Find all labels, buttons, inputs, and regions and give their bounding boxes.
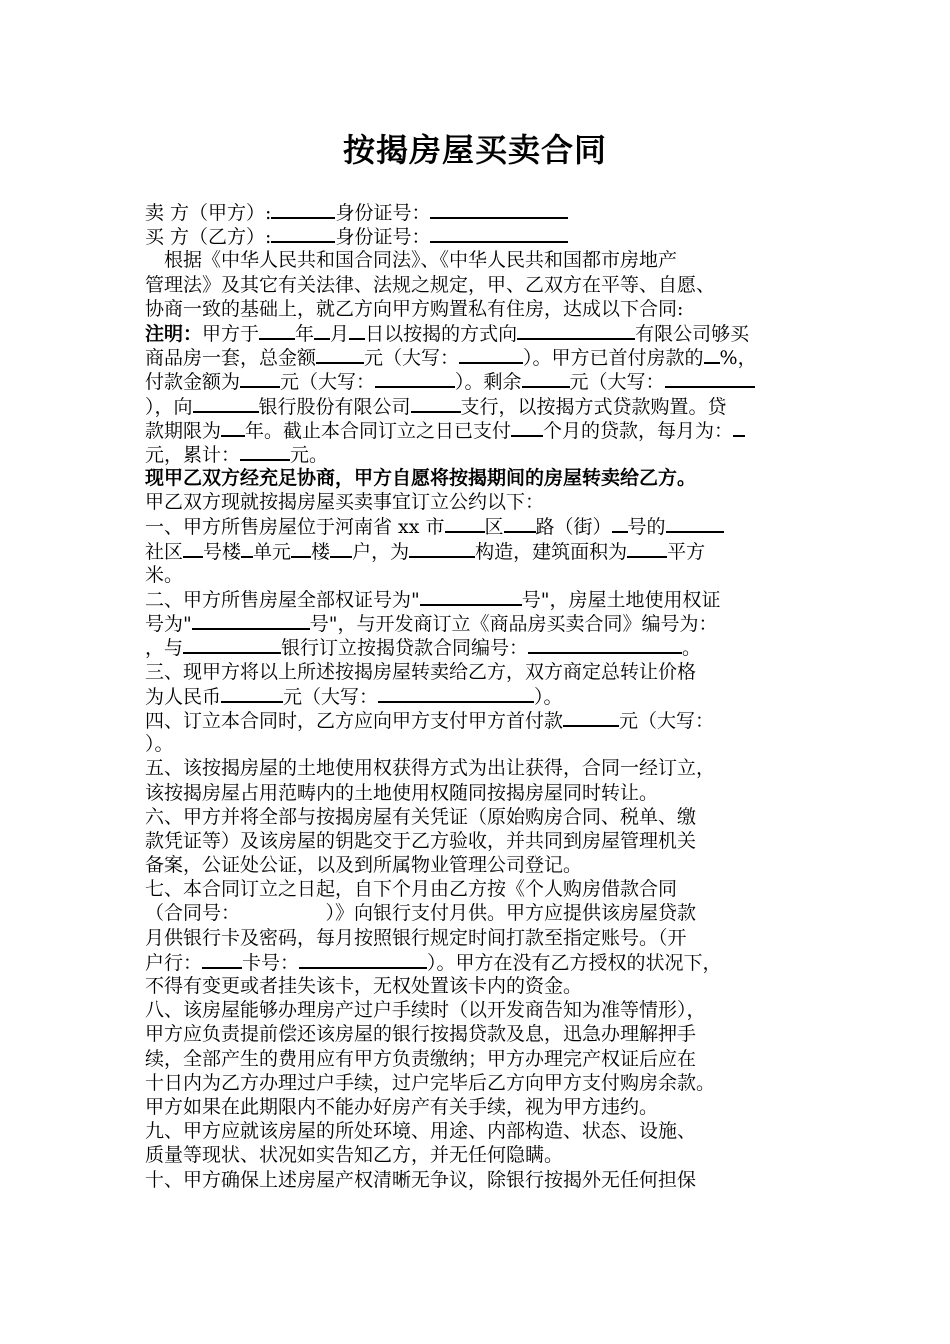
line-text: 为人民币: [145, 685, 222, 708]
blank-field: [259, 321, 295, 340]
line-text: 平方: [667, 540, 706, 563]
line-text: ）。甲方已首付房款的: [523, 347, 704, 370]
blank-field: [183, 635, 281, 654]
line-text: 十、甲方确保上述房屋产权清晰无争议，除银行按揭外无任何担保: [145, 1168, 697, 1191]
contract-line: [145, 273, 810, 297]
contract-line: [145, 587, 810, 611]
line-text: 四、订立本合同时，乙方应向甲方支付甲方首付款: [145, 709, 564, 732]
line-text: 一、甲方所售房屋位于河南省 xx 市: [145, 516, 445, 539]
blank-field: [192, 611, 310, 630]
blank-field: [430, 200, 568, 219]
blank-field: [193, 394, 259, 413]
contract-line: [145, 660, 810, 684]
line-text: 十日内为乙方办理过户手续，过户完毕后乙方向甲方支付购房余款。: [145, 1071, 716, 1094]
contract-line: [145, 1071, 810, 1095]
line-text: 楼: [311, 540, 331, 563]
line-text: 日以按揭的方式向: [365, 322, 518, 345]
blank-field: [221, 684, 283, 703]
line-text: ）。甲方在没有乙方授权的状况下，: [427, 951, 722, 974]
contract-line: [145, 950, 810, 974]
blank-field: [375, 369, 455, 388]
contract-line: [145, 224, 810, 248]
contract-line: [145, 563, 810, 587]
contract-line: [145, 1143, 810, 1167]
blank-field: [271, 200, 335, 219]
blank-field: [528, 635, 682, 654]
blank-field: [411, 394, 461, 413]
blank-field: [517, 321, 635, 340]
blank-field: [563, 708, 619, 727]
bold-text: 现甲乙双方经充足协商，甲方自愿将按揭期间的房屋转卖给乙方。: [145, 467, 697, 490]
line-text: ）。: [534, 685, 563, 708]
blank-field: [378, 684, 534, 703]
blank-field: [511, 418, 543, 437]
contract-line: [145, 708, 810, 732]
line-text: 二、甲方所售房屋全部权证号为": [145, 589, 420, 611]
contract-line: [145, 926, 810, 950]
blank-field: [299, 950, 427, 969]
contract-body: [145, 200, 810, 1192]
line-text: 管理法》及其它有关法律、法规之规定，甲、乙双方在平等、自愿、: [145, 273, 716, 296]
line-text: %，: [719, 347, 757, 370]
contract-line: [145, 297, 810, 321]
blank-field: [733, 418, 745, 437]
line-text: ）。剩余: [455, 371, 522, 394]
contract-line: [145, 539, 810, 563]
contract-line: [145, 853, 810, 877]
contract-line: [145, 345, 810, 369]
line-text: 单元: [253, 540, 292, 563]
line-text: 不得有变更或者挂失该卡，无权处置该卡内的资金。: [145, 975, 583, 997]
contract-line: [145, 732, 810, 756]
line-text: 甲乙双方现就按揭房屋买卖事宜订立公约以下：: [145, 491, 545, 514]
blank-field: [445, 514, 485, 533]
blank-field: [459, 345, 523, 364]
blank-field: [349, 321, 365, 340]
blank-field: [704, 345, 720, 364]
line-text: 款期限为: [145, 419, 222, 442]
line-text: 身份证号：: [335, 202, 431, 224]
contract-line: [145, 756, 810, 780]
line-text: 款凭证等）及该房屋的钥匙交于乙方验收，并共同到房屋管理机关: [145, 829, 697, 852]
line-text: 银行订立按揭贷款合同编号：: [281, 637, 529, 660]
contract-line: [145, 418, 810, 442]
line-text: 五、该按揭房屋的土地使用权获得方式为出让获得，合同一经订立，: [145, 757, 716, 780]
line-text: 社区: [145, 540, 184, 563]
contract-line: [145, 466, 810, 490]
line-text: 号"，房屋土地使用权证: [521, 589, 721, 611]
blank-field: [240, 442, 290, 461]
line-text: 路（街）: [535, 516, 612, 539]
blank-field: [240, 369, 280, 388]
blank-field: [430, 224, 568, 243]
blank-field: [420, 587, 522, 606]
contract-line: [145, 901, 810, 925]
line-text: 质量等现状、状况如实告知乙方，并无任何隐瞒。: [145, 1144, 564, 1167]
line-text: 元（大写：: [364, 347, 460, 370]
line-text: 户行：: [145, 951, 203, 974]
line-text: 备案，公证处公证，以及到所属物业管理公司登记。: [145, 854, 583, 877]
blank-field: [316, 345, 364, 364]
blank-field: [522, 369, 570, 388]
line-text: 元，累计：: [145, 443, 241, 466]
line-text: （合同号： ）》向银行支付月供。甲方应提供该房屋贷款: [145, 902, 697, 925]
line-text: 卖 方（甲方）:: [145, 202, 272, 224]
line-text: 元（大写：: [619, 709, 715, 732]
contract-line: [145, 829, 810, 853]
contract-line: [145, 248, 810, 272]
contract-line: [145, 321, 810, 345]
contract-line: [145, 1095, 810, 1119]
line-text: 年。截止本合同订立之日已支付: [245, 419, 512, 442]
contract-line: [145, 442, 810, 466]
line-text: 七、本合同订立之日起，自下个月由乙方按《个人购房借款合同: [145, 878, 678, 901]
blank-field: [271, 224, 335, 243]
contract-line: [145, 635, 810, 659]
contract-line: [145, 877, 810, 901]
line-text: 三、现甲方将以上所述按揭房屋转卖给乙方，双方商定总转让价格: [145, 660, 697, 683]
contract-line: [145, 1119, 810, 1143]
line-text: 区: [484, 516, 504, 539]
line-text: 商品房一套，总金额: [145, 347, 317, 370]
line-text: 续，全部产生的费用应有甲方负责缴纳；甲方办理完产权证后应在: [145, 1047, 697, 1070]
line-text: 身份证号：: [335, 226, 431, 249]
contract-line: [145, 998, 810, 1022]
line-text: 元（大写：: [283, 685, 379, 708]
blank-field: [665, 369, 755, 388]
contract-line: [145, 805, 810, 829]
blank-field: [202, 950, 242, 969]
bold-text: 注明：: [145, 322, 203, 345]
line-text: 根据《中华人民共和国合同法》、《中华人民共和国都市房地产: [145, 249, 678, 272]
blank-field: [627, 539, 667, 558]
line-text: 九、甲方应就该房屋的所处环境、用途、内部构造、状态、设施、: [145, 1120, 697, 1143]
line-text: 构造，建筑面积为: [475, 540, 628, 563]
contract-line: [145, 394, 810, 418]
line-text: 月供银行卡及密码，每月按照银行规定时间打款至指定账号。（开: [145, 926, 687, 949]
contract-line: [145, 514, 810, 538]
line-text: 元（大写：: [280, 371, 376, 394]
line-text: 甲方于: [202, 322, 260, 345]
line-text: 号楼: [203, 540, 242, 563]
contract-line: [145, 611, 810, 635]
line-text: 银行股份有限公司: [258, 395, 411, 418]
blank-field: [409, 539, 475, 558]
line-text: 六、甲方并将全部与按揭房屋有关凭证（原始购房合同、税单、缴: [145, 805, 697, 828]
line-text: 。: [682, 637, 702, 660]
line-text: 该按揭房屋占用范畴内的土地使用权随同按揭房屋同时转让。: [145, 781, 659, 804]
contract-line: [145, 1168, 810, 1192]
contract-line: [145, 684, 810, 708]
line-text: 米。: [145, 563, 184, 586]
line-text: 月: [330, 322, 350, 345]
contract-line: [145, 1047, 810, 1071]
contract-line: [145, 1022, 810, 1046]
line-text: 元。: [290, 443, 329, 466]
line-text: 八、该房屋能够办理房产过户手续时（以开发商告知为准等情形），: [145, 999, 706, 1022]
line-text: 协商一致的基础上，就乙方向甲方购置私有住房，达成以下合同:: [145, 297, 684, 320]
line-text: ，与: [145, 637, 184, 660]
line-text: 个月的贷款，每月为：: [543, 419, 734, 442]
contract-line: [145, 490, 810, 514]
line-text: 付款金额为: [145, 371, 241, 394]
blank-field: [330, 539, 352, 558]
blank-field: [666, 514, 724, 533]
line-text: 甲方应负责提前偿还该房屋的银行按揭贷款及息，迅急办理解押手: [145, 1023, 697, 1046]
contract-line: [145, 974, 810, 998]
line-text: 支行，以按揭方式贷款购置。贷: [460, 395, 727, 418]
contract-line: [145, 369, 810, 393]
document-title: 按揭房屋买卖合同: [342, 131, 607, 169]
line-text: ），向: [145, 395, 193, 418]
line-text: 有限公司够买: [635, 322, 750, 345]
line-text: ）。: [145, 733, 174, 756]
line-text: 户，为: [352, 540, 410, 563]
line-text: 年: [295, 322, 315, 345]
line-text: 卡号：: [242, 951, 300, 974]
blank-field: [221, 418, 245, 437]
line-text: 号为": [145, 613, 192, 636]
line-text: 甲方如果在此期限内不能办好房产有关手续，视为甲方违约。: [145, 1095, 659, 1118]
blank-field: [504, 514, 536, 533]
blank-field: [241, 539, 253, 558]
contract-line: [145, 781, 810, 805]
line-text: 号"，与开发商订立《商品房买卖合同》编号为：: [309, 613, 718, 636]
blank-field: [314, 321, 330, 340]
line-text: 元（大写：: [569, 371, 665, 394]
contract-line: [145, 200, 810, 224]
blank-field: [291, 539, 311, 558]
blank-field: [612, 514, 628, 533]
line-text: 买 方（乙方）:: [145, 226, 272, 249]
blank-field: [183, 539, 203, 558]
line-text: 号的: [627, 516, 666, 539]
